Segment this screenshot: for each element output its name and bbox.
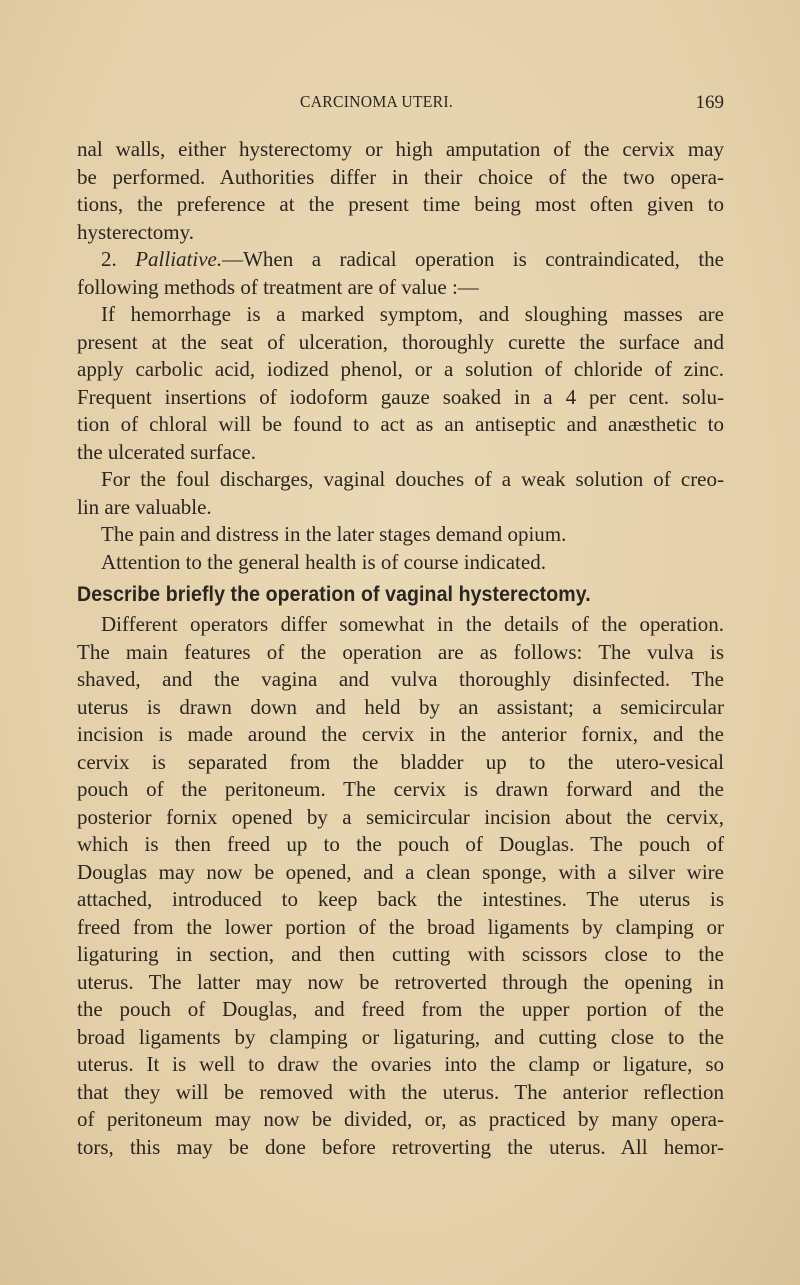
text-line: attached, introduced to keep back the intestines. The uterus is [77, 887, 724, 911]
text-line: uterus. The latter may now be retroverted through the opening in [77, 969, 724, 994]
text-line: Different operators differ somewhat in the details of the operation. [101, 612, 724, 636]
text-line: uterus. It is well to draw the ovaries into the clamp or ligature, so [77, 1052, 724, 1076]
text-line: tion of chloral will be found to act as an antiseptic and anæsthetic to [77, 412, 724, 436]
text-line: freed from the lower portion of the broad ligaments by clamping or [77, 914, 724, 939]
page-header [77, 92, 724, 118]
text-line: the pouch of Douglas, and freed from the upper portion of the [77, 997, 724, 1021]
italic-term: Palliative. [135, 247, 223, 271]
section-heading: Describe briefly the operation of vaginal hysterectomy. [77, 583, 591, 606]
text-line: The pain and distress in the later stages demand opium. [101, 522, 567, 546]
text-segment: —When a radical operation is contraindicated, the [222, 247, 724, 271]
text-line: uterus is drawn down and held by an assistant; a semicircular [77, 694, 724, 719]
text-line: present at the seat of ulceration, thoroughly curette the surface and [77, 329, 724, 354]
text-line [77, 246, 724, 274]
text-line: broad ligaments by clamping or ligaturing, and cutting close to the [77, 1024, 724, 1049]
text-line: hysterectomy. [77, 219, 195, 244]
text-line: The main features of the operation are as follows: The vulva is [77, 639, 724, 664]
text-line: Frequent insertions of iodoform gauze soaked in a 4 per cent. solu- [77, 384, 724, 409]
text-line: following methods of treatment are of value :— [77, 274, 479, 299]
text-line: shaved, and the vagina and vulva thoroughly disinfected. The [77, 667, 724, 691]
text-line: which is then freed up to the pouch of Douglas. The pouch of [77, 832, 724, 856]
running-title: CARCINOMA UTERI. [300, 92, 454, 111]
text-segment: 2. [101, 247, 136, 271]
text-line: lin are valuable. [77, 494, 212, 519]
body-text [77, 136, 724, 1161]
text-line: tions, the preference at the present time being most often given to [77, 192, 724, 216]
text-line: ligaturing in section, and then cutting with scissors close to the [77, 942, 724, 966]
text-line: cervix is separated from the bladder up to the utero-vesical [77, 749, 724, 774]
text-line: incision is made around the cervix in the anterior fornix, and the [77, 722, 724, 746]
text-line: the ulcerated surface. [77, 439, 256, 464]
page-number: 169 [695, 92, 724, 113]
text-line: be performed. Authorities differ in their choice of the two opera- [77, 164, 724, 189]
text-line: apply carbolic acid, iodized phenol, or a solution of chloride of zinc. [77, 357, 724, 381]
text-line: If hemorrhage is a marked symptom, and sloughing masses are [101, 302, 724, 326]
text-line: pouch of the peritoneum. The cervix is drawn forward and the [77, 777, 724, 801]
text-line: tors, this may be done before retroverting the uterus. All hemor- [77, 1134, 724, 1159]
text-line: posterior fornix opened by a semicircular incision about the cervix, [77, 804, 724, 829]
text-line: Douglas may now be opened, and a clean sponge, with a silver wire [77, 859, 724, 884]
text-line: For the foul discharges, vaginal douches of a weak solution of creo- [101, 467, 724, 491]
text-line: nal walls, either hysterectomy or high amputation of the cervix may [77, 137, 724, 161]
text-line: Attention to the general health is of course indicated. [101, 549, 546, 574]
text-line: that they will be removed with the uterus. The anterior reflection [77, 1079, 724, 1104]
text-line: of peritoneum may now be divided, or, as practiced by many opera- [77, 1107, 724, 1131]
